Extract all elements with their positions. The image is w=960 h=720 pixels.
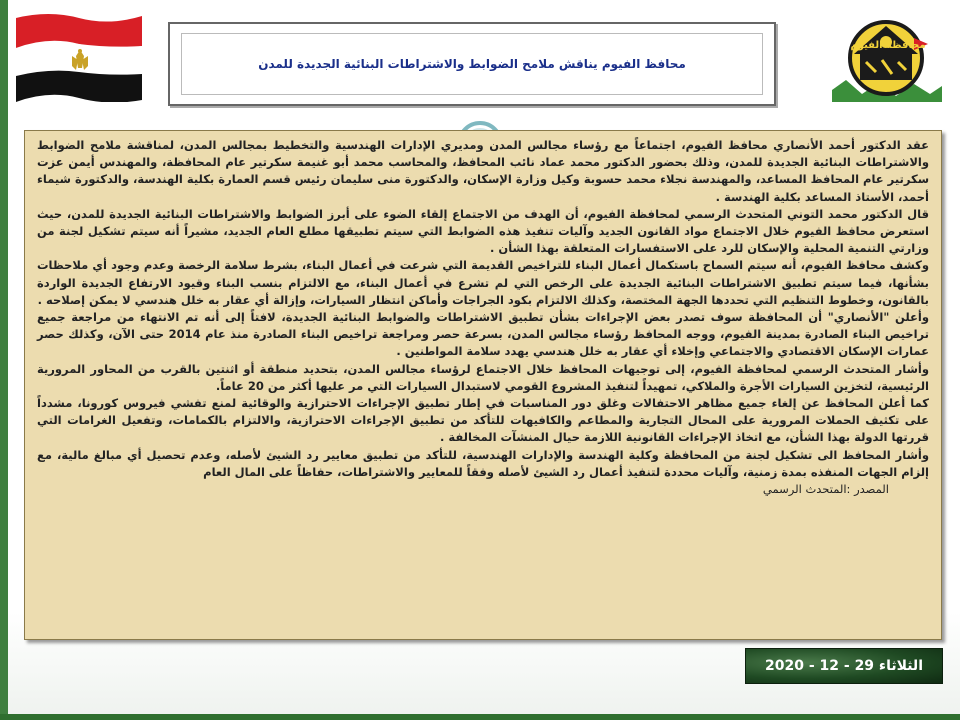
bottom-frame-bar (0, 714, 960, 720)
article-panel (24, 130, 942, 640)
article-paragraph: وأشار المتحدث الرسمي لمحافظة الفيوم، إلى توجيهات المحافظ خلال الاجتماع لرؤساء مجالس المدن، بتحديد منطقة أو اثنتين بالقرب من المحاور المرورية الرئيسية، لتخزين السيارات الأجرة والملاكي، تمهيداً لتنفيذ المشروع القومي لاستبدال السيارات التي مر عليها أكثر من 20 عاماً. (37, 361, 929, 393)
page-title: محافظ الفيوم يناقش ملامح الضوابط والاشتراطات البنائية الجديدة للمدن (258, 57, 686, 71)
date-text: الثلاثاء 29 - 12 - 2020 (764, 658, 923, 674)
article-paragraph: وكشف محافظ الفيوم، أنه سيتم السماح باستكمال أعمال البناء للتراخيص القديمة التي شرعت في أعمال البناء، بشرط سلامة الرخصة وعدم وجود أي ملاحظات بشأنها، فيما سيتم تطبيق الاشتراطات البنائية الجديدة على الرخص التي لم تشرع في أعمال البناء، مع الالتزام بنسب البناء وقيود الارتفاع الجديدة الواردة بالقانون، وخطوط التنظيم التي تحددها الجهة المختصة، وكذلك الالتزام بكود الجراجات وأماكن انتظار السيارات، وإزالة أي عقار به خلل هندسي لا يمكن إصلاحه . (37, 258, 929, 307)
article-paragraph: وأشار المحافظ الى تشكيل لجنة من المحافظة وكلية الهندسة والإدارات الهندسية، للتأكد من تطبيق معايير رد الشيئ لأصله، وعدم تحصيل أي مبالغ مالية، مع إلزام الجهات المنفذه بمدة زمنية، وآليات محددة لتنفيذ أعمال رد الشيئ لأصله وفقاً للمعايير والاشتراطات، حفاظاً على المال العام (37, 447, 929, 479)
article-paragraph: وأعلن "الأنصاري" أن المحافظة سوف تصدر بعض الإجراءات بشأن تطبيق الاشتراطات والضوابط البنائية الجديدة، لافتاً إلى أنه تم الانتهاء من مراجعة جميع تراخيص البناء الصادرة بمدينة الفيوم، ووجه المحافظ رؤساء مجالس المدن، بسرعة حصر ومراجعة تراخيص البناء الصادرة منذ عام 2014 حتى الآن، وكذلك حصر عمارات الإسكان الاقتصادي والاجتماعي وإخلاء أي عقار به خلل هندسي يهدد سلامة المواطنين . (37, 310, 929, 359)
article-source: المصدر :المتحدث الرسمي (762, 482, 889, 497)
logo-text: محافظة الفيوم (850, 40, 926, 51)
article-paragraph: قال الدكتور محمد التوني المتحدث الرسمي لمحافظة الفيوم، أن الهدف من الاجتماع إلقاء الضوء على أبرز الضوابط والاشتراطات البنائية الجديدة للمدن، حيث استعرض محافظ الفيوم خلال الاجتماع مواد القانون الجديد وآليات تنفيذ هذه الضوابط التي سيتم تطبيقها مطلع العام الجديد، مشيراً أنه سيتم تشكيل لجنة من وزارتي التنمية المحلية والإسكان للرد على الاستفسارات المتعلقة بهذا الشأن . (37, 206, 929, 256)
fayoum-governorate-logo (826, 8, 946, 108)
article-paragraph: عقد الدكتور أحمد الأنصاري محافظ الفيوم، اجتماعاً مع رؤساء مجالس المدن ومديري الإدارات الهندسية والتخطيط بمجالس المدن، لمناقشة ملامح الضوابط والاشتراطات البنائية الجديدة للمدن، وذلك بحضور الدكتور محمد عماد نائب المحافظ، والمحاسب محمد أبو غنيمة سكرتير عام المحافظة، والمهندس أيمن عزت سكرتير عام المحافظ المساعد، والمهندسة نجلاء محمد حسوبة وكيل وزارة الإسكان، والدكتورة منى سليمان رئيس قسم العمارة بكلية الهندسة، والدكتورة شيماء أحمد، الأستاذ المساعد بكلية الهندسة . (37, 138, 929, 204)
article-paragraph: كما أعلن المحافظ عن إلغاء جميع مظاهر الاحتفالات وغلق دور المناسبات في إطار تطبيق الإجراءات الاحترازية والوقائية لمنع تفشي فيروس كورونا، مشدداً على تكثيف الحملات المرورية على المحال التجارية والمطاعم والكافيهات للتأكد من تطبيق الإجراءات الاحترازية، والالتزام بالكمامات، وتفعيل الغرامات التي قررتها الدولة بهذا الشأن، مع اتخاذ الإجراءات القانونية اللازمة حيال المنشآت المخالفة . (37, 396, 929, 445)
egypt-flag-icon (14, 10, 144, 102)
date-banner (745, 648, 943, 684)
title-box (168, 22, 776, 106)
title-inner-frame (181, 33, 763, 95)
left-frame-bar (0, 0, 8, 720)
